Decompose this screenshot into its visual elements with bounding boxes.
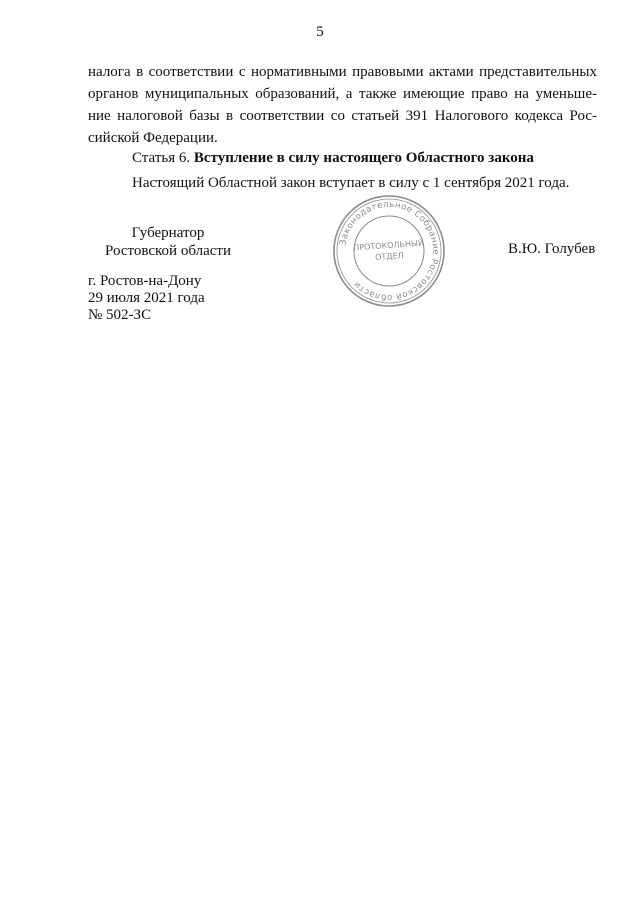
body-paragraph <box>88 61 597 149</box>
article-title: Вступление в силу настоящего Областного закона <box>193 150 534 166</box>
paragraph-line: сийской Федерации. <box>88 130 218 146</box>
law-date: 29 июля 2021 года <box>88 290 205 306</box>
signatory-name: В.Ю. Голубев <box>508 241 596 257</box>
article-heading <box>132 150 534 167</box>
article-prefix: Статья 6. <box>132 150 191 166</box>
signatory-title <box>88 224 248 260</box>
enactment-text: Настоящий Областной закон вступает в силу с 1 сентября 2021 года. <box>132 175 570 191</box>
official-seal <box>331 193 447 309</box>
paragraph-line: органов муниципальных образований, а также имеющие право на уменьше- <box>88 86 597 102</box>
seal-center-line2: ОТДЕЛ <box>374 251 404 262</box>
place-date-block <box>88 273 205 324</box>
signatory-title-line2: Ростовской области <box>105 243 231 259</box>
seal-ring-text: Законодательное Собрание Ростовской области <box>338 199 441 303</box>
page-number: 5 <box>316 24 324 40</box>
seal-center-line1: ПРОТОКОЛЬНЫЙ <box>352 238 425 253</box>
paragraph-line: ние налоговой базы в соответствии со статьей 391 Налогового кодекса Рос- <box>88 108 597 124</box>
city: г. Ростов-на-Дону <box>88 273 202 289</box>
law-number: № 502-ЗС <box>88 307 152 323</box>
signatory-title-line1: Губернатор <box>131 225 205 241</box>
paragraph-line: налога в соответствии с нормативными правовыми актами представительных <box>88 64 597 80</box>
